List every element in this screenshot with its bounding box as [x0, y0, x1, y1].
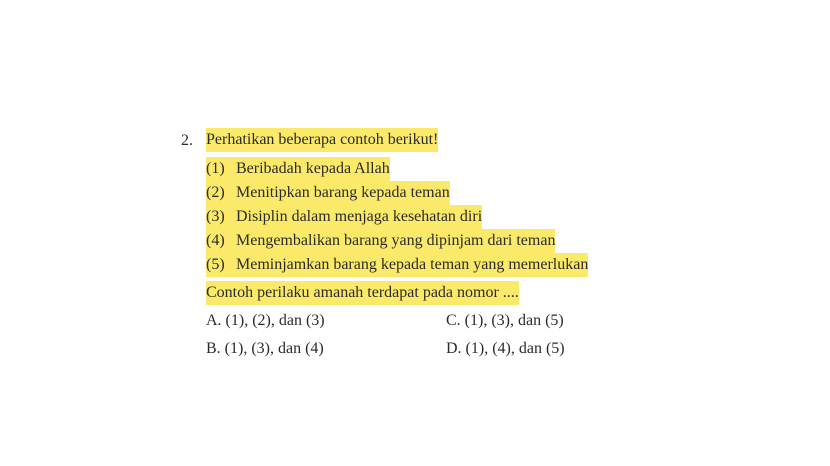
list-item-number: (4) — [206, 232, 225, 249]
option-c[interactable]: C. (1), (3), dan (5) — [446, 312, 564, 329]
stem-text: Contoh perilaku amanah terdapat pada nomor .... — [206, 281, 519, 305]
option-b[interactable]: B. (1), (3), dan (4) — [206, 340, 324, 357]
option-a[interactable]: A. (1), (2), dan (3) — [206, 312, 325, 329]
list-item — [206, 181, 450, 203]
list-item-text: Menitipkan barang kepada teman — [236, 184, 450, 201]
list-item-number: (3) — [206, 208, 225, 225]
list-item-highlight — [206, 253, 588, 277]
list-item-number: (1) — [206, 160, 225, 177]
option-d[interactable]: D. (1), (4), dan (5) — [446, 340, 565, 357]
list-item-highlight — [206, 205, 482, 229]
list-item-number: (5) — [206, 256, 225, 273]
list-item-number: (2) — [206, 184, 225, 201]
list-item — [206, 229, 555, 251]
list-item — [206, 205, 482, 227]
list-item-text: Beribadah kepada Allah — [236, 160, 390, 177]
list-item-text: Mengembalikan barang yang dipinjam dari teman — [236, 232, 556, 249]
question-stem — [206, 281, 519, 303]
list-item-highlight — [206, 181, 450, 205]
prompt-text: Perhatikan beberapa contoh berikut! — [206, 128, 438, 152]
list-item — [206, 157, 390, 179]
question-number: 2. — [181, 132, 193, 149]
list-item — [206, 253, 588, 275]
list-item-text: Disiplin dalam menjaga kesehatan diri — [236, 208, 483, 225]
question-prompt — [206, 128, 438, 150]
list-item-text: Meminjamkan barang kepada teman yang memerlukan — [236, 256, 589, 273]
list-item-highlight — [206, 229, 555, 253]
list-item-highlight — [206, 157, 390, 181]
